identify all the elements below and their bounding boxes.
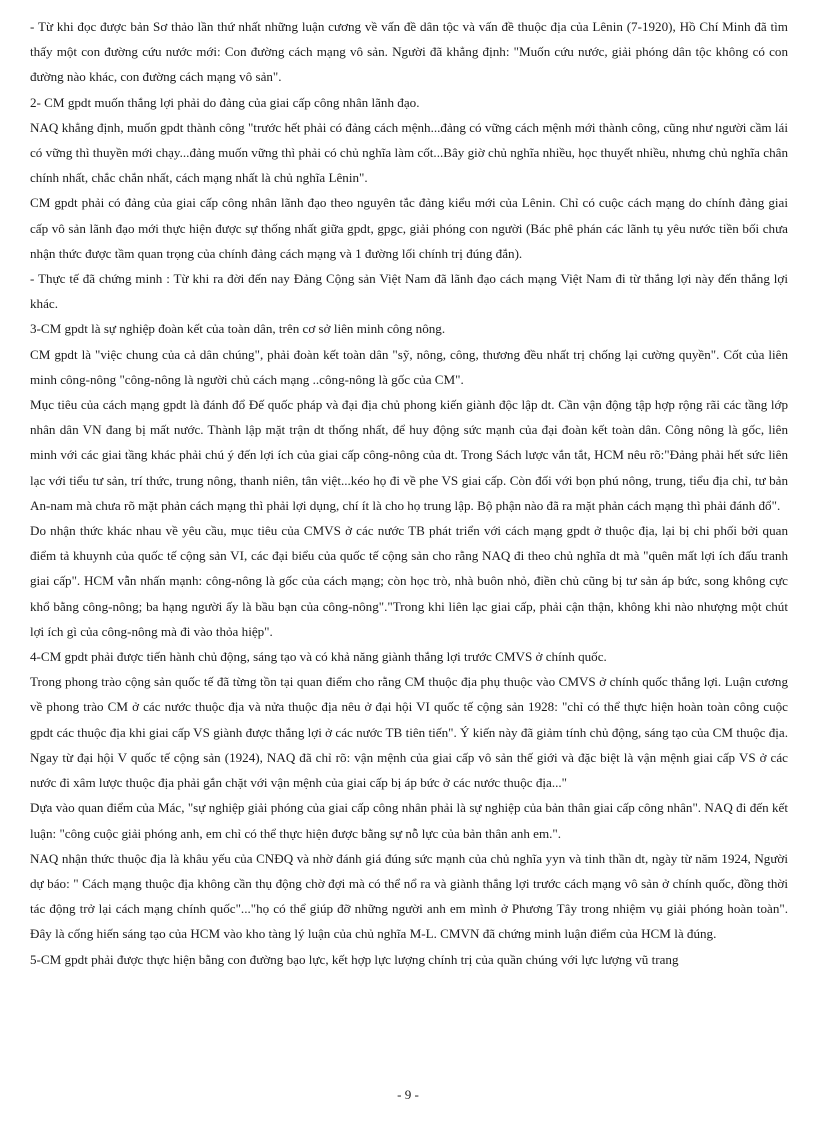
paragraph-intro-lenin: - Từ khi đọc được bản Sơ thảo lần thứ nhất những luận cương về vấn đề dân tộc và vấn đề thuộc địa của Lênin (7-1920), Hồ Chí Minh đã tìm thấy một con đường cứu nước mới: Con đường cách mạng vô sản. Người đã khẳng định: "Muốn cứu nước, giải phóng dân tộc không có con đường nào khác, con đường cách mạng vô sản". — [30, 19, 788, 85]
paragraph-colony-weak-link: NAQ nhận thức thuộc địa là khâu yếu của CNĐQ và nhờ đánh giá đúng sức mạnh của chủ nghĩa yyn và tinh thần dt, ngày từ năm 1924, Người dự báo: " Cách mạng thuộc địa không cần thụ động chờ đợi mà có thể nổ ra và giành thắng lợi trước cách mạng vô sản ở chính quốc, đồng thời tác động trở lại cách mạng chính quốc"..."họ có thể giúp đỡ những người anh em mình ở Phương Tây trong nhiệm vụ giải phóng hoàn toàn". Đây là cống hiến sáng tạo của HCM vào kho tàng lý luận của chủ nghĩa M-L. CMVN đã chứng minh luận điểm của HCM là đúng. — [30, 850, 788, 942]
page-number: - 9 - — [397, 1087, 419, 1102]
paragraph-perceptions: Do nhận thức khác nhau về yêu cầu, mục tiêu của CMVS ở các nước TB phát triển với cách mạng gpdt ở thuộc địa, lại bị chi phối bởi quan điểm tả khuynh của quốc tế cộng sản VI, các đại biểu của quốc tế cộng sản cho rằng NAQ đi theo chủ nghĩa dt mà "quên mất lợi ích đấu tranh giai cấp". HCM vẫn nhấn mạnh: công-nông là gốc của cách mạng; còn học trò, nhà buôn nhỏ, điền chủ cũng bị tư sản áp bức, song không cực khổ bằng công-nông; ba hạng người ấy là bầu bạn của công-nông"."Trong khi liên lạc giai cấp, phải cận thận, không khi nào nhượng một chút lợi ích gì của công-nông mà đi vào thỏa hiệp". — [30, 523, 788, 639]
heading-point-3: 3-CM gpdt là sự nghiệp đoàn kết của toàn dân, trên cơ sở liên minh công nông. — [30, 321, 446, 337]
paragraph-practice-proof: - Thực tế đã chứng minh : Từ khi ra đời đến nay Đảng Cộng sản Việt Nam đã lãnh đạo cách mạng Việt Nam đi từ thắng lợi này đến thắng lợi khác. — [30, 271, 788, 312]
paragraph-naq-party: NAQ khẳng định, muốn gpdt thành công "trước hết phải có đảng cách mệnh...đảng có vững cách mệnh mới thành công, cũng như người cầm lái có vững thì thuyền mới chạy...đảng muốn vững thì phải có chủ nghĩa làm cốt...Bây giờ chủ nghĩa nhiều, học thuyết nhiều, nhưng chủ nghĩa chân chính nhất, chắc chắn nhất, cách mạng nhất là chủ nghĩa Lênin". — [30, 119, 788, 186]
document-body — [30, 14, 788, 972]
paragraph-party-leadership: CM gpdt phải có đảng của giai cấp công nhân lãnh đạo theo nguyên tắc đảng kiểu mới của Lênin. Chỉ có cuộc cách mạng do chính đảng giai cấp vô sản lãnh đạo mới thực hiện được sự thống nhất giữa gpdt, gpgc, giải phóng con người (Bác phê phán các lãnh tụ yêu nước tiền bối chưa nhận thức được tầm quan trọng của chính đảng cách mạng và 1 đường lối chính trị đúng đắn). — [30, 195, 788, 261]
paragraph-unity: CM gpdt là "việc chung của cả dân chúng", phải đoàn kết toàn dân "sỹ, nông, công, thương đều nhất trị chống lại cường quyền". Cốt của liên minh công-nông "công-nông là người chủ cách mạng ..công-nông là gốc của CM". — [30, 346, 788, 387]
paragraph-comintern-view: Trong phong trào cộng sản quốc tế đã từng tồn tại quan điểm cho rằng CM thuộc địa phụ thuộc vào CMVS ở chính quốc thắng lợi. Luận cương về phong trào CM ở các nước thuộc địa và nửa thuộc địa nêu ở đại hội VI quốc tế cộng sản 1928: "chỉ có thể thực hiện hoàn toàn công cuộc gpdt các thuộc địa khi giai cấp VS giành được thắng lợi ở các nước TB tiên tiến". Ý kiến này đã giảm tính chủ động, sáng tạo của CM thuộc địa. Ngay từ đại hội V quốc tế cộng sản (1924), NAQ đã chỉ rõ: vận mệnh của giai cấp vô sản thế giới và đặc biệt là vận mệnh giai cấp VS ở các nước đi xâm lược thuộc địa phải gắn chặt với vận mệnh của giai cấp bị áp bức ở các nước thuộc địa..." — [30, 674, 788, 791]
heading-point-5: 5-CM gpdt phải được thực hiện bằng con đường bạo lực, kết hợp lực lượng chính trị của quần chúng với lực lượng vũ trang — [30, 951, 679, 967]
paragraph-marx-view: Dựa vào quan điểm của Mác, "sự nghiệp giải phóng của giai cấp công nhân phải là sự nghiệp của bản thân giai cấp công nhân". NAQ đi đến kết luận: "công cuộc giải phóng anh, em chỉ có thể thực hiện được bằng sự nỗ lực của bản thân anh em.". — [30, 800, 788, 841]
heading-point-2: 2- CM gpdt muốn thắng lợi phải do đảng của giai cấp công nhân lãnh đạo. — [30, 94, 420, 110]
paragraph-goals: Mục tiêu của cách mạng gpdt là đánh đổ Đế quốc pháp và đại địa chủ phong kiến giành độc lập dt. Cần vận động tập hợp rộng rãi các tầng lớp nhân dân VN đang bị mất nước. Thành lập mặt trận dt thống nhất, để huy động sức mạnh của đại đoàn kết toàn dân. Công nông là gốc, liên minh với các giai tầng khác phải chú ý đến lợi ích của giai cấp công-nông của dt. Trong Sách lược vắn tắt, HCM nêu rõ:"Đảng phải hết sức liên lạc với tiểu tư sản, trí thức, trung nông, thanh niên, tân việt...kéo họ đi về phe VS giai cấp. Còn đối với bọn phú nông, trung, tiểu địa chỉ, tư bản An-nam mà chưa rõ mặt phản cách mạng thì phải lợi dụng, chí ít là cho họ trung lập. Bộ phận nào đã ra mặt phản cách mạng thì phải đánh đổ". — [30, 397, 788, 513]
heading-point-4: 4-CM gpdt phải được tiến hành chủ động, sáng tạo và có khả năng giành thắng lợi trước CMVS ở chính quốc. — [30, 649, 607, 665]
